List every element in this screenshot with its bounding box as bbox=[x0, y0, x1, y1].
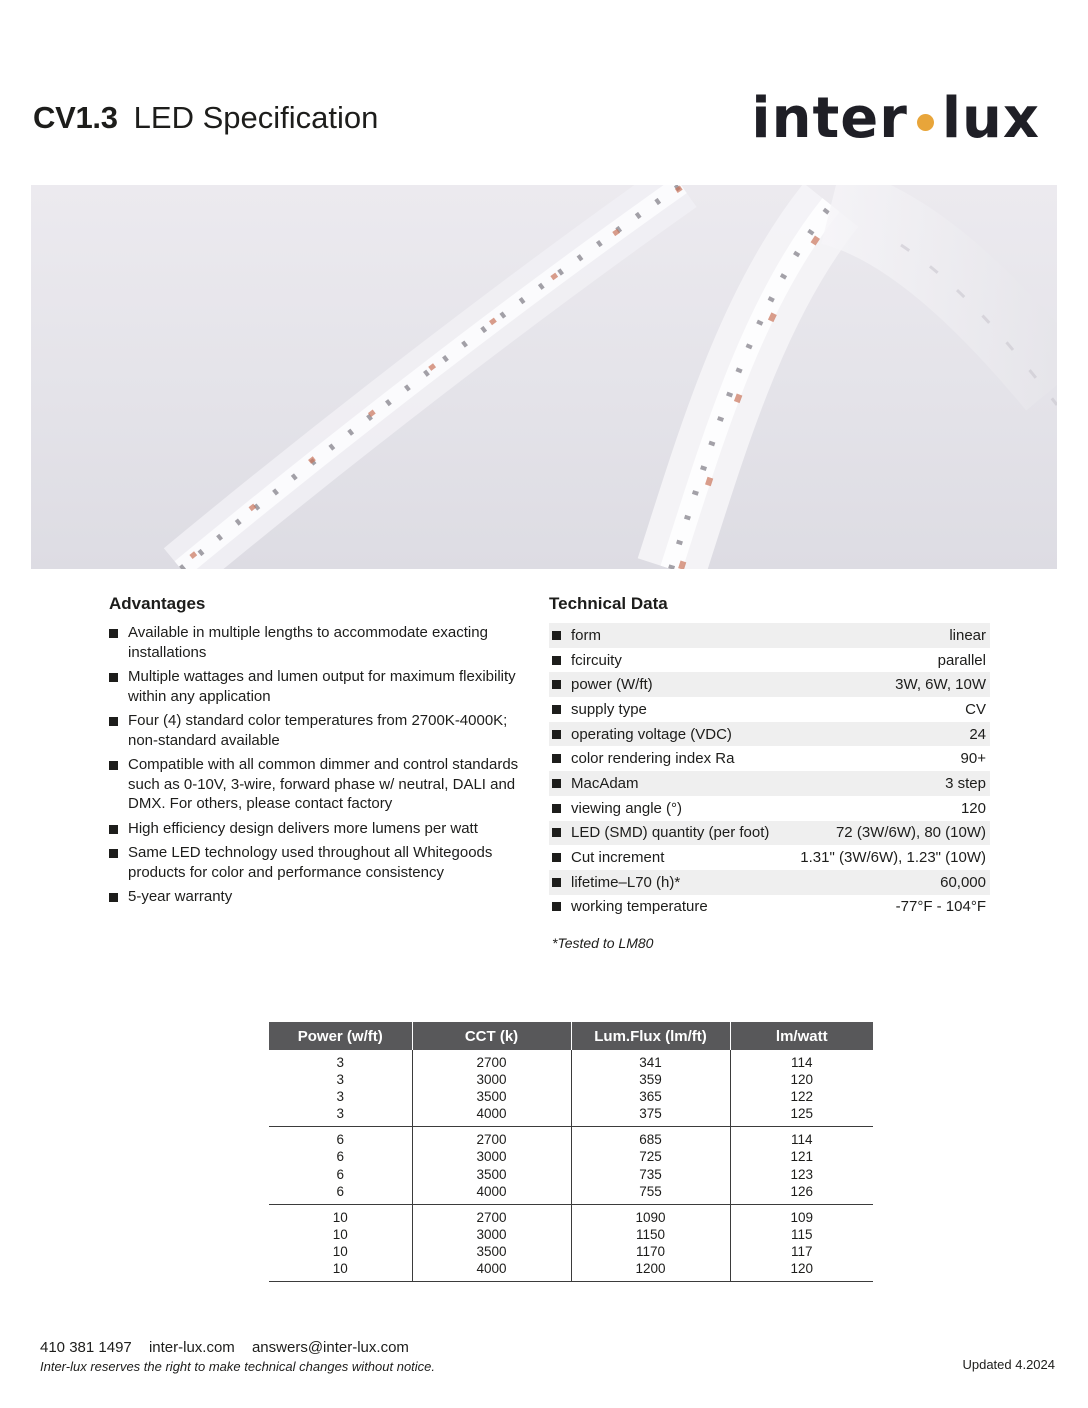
square-bullet-icon bbox=[109, 717, 118, 726]
spec-label: fcircuity bbox=[571, 651, 622, 669]
list-item-text: Available in multiple lengths to accommodate exacting installations bbox=[128, 624, 488, 661]
advantages-section bbox=[109, 594, 529, 912]
advantages-list bbox=[109, 623, 529, 907]
square-bullet-icon bbox=[109, 893, 118, 902]
spec-label: viewing angle (°) bbox=[571, 799, 683, 817]
table-header-row bbox=[269, 1022, 873, 1050]
list-item-text: Same LED technology used throughout all Whitegoods products for color and performance consistency bbox=[128, 844, 493, 881]
spec-row bbox=[549, 895, 990, 920]
spec-label: MacAdam bbox=[571, 774, 639, 792]
flux-cell: 685 725 735 755 bbox=[571, 1127, 730, 1204]
product-photo bbox=[31, 185, 1057, 569]
spec-label: operating voltage (VDC) bbox=[571, 725, 732, 743]
table-row bbox=[269, 1050, 873, 1127]
column-header-flux: Lum.Flux (lm/ft) bbox=[571, 1022, 730, 1050]
spec-value: CV bbox=[965, 700, 986, 718]
logo-text-right: lux bbox=[941, 86, 1040, 151]
spec-value: 1.31" (3W/6W), 1.23" (10W) bbox=[800, 849, 986, 867]
advantages-title: Advantages bbox=[109, 594, 206, 613]
square-bullet-icon bbox=[109, 825, 118, 834]
logo-text-left: inter bbox=[751, 86, 908, 151]
spec-row bbox=[549, 845, 990, 870]
efficacy-cell: 109 115 117 120 bbox=[730, 1204, 873, 1281]
power-cell: 6 6 6 6 bbox=[269, 1127, 412, 1204]
technical-data-section bbox=[549, 594, 990, 951]
spec-row bbox=[549, 722, 990, 747]
table-row bbox=[269, 1127, 873, 1204]
square-bullet-icon bbox=[552, 705, 561, 714]
spec-value: 24 bbox=[969, 725, 986, 743]
square-bullet-icon bbox=[552, 779, 561, 788]
list-item-text: Compatible with all common dimmer and control standards such as 0-10V, 3-wire, forward phase w/ neutral, DALI and DMX. For others, please contact factory bbox=[128, 756, 519, 812]
cct-cell: 2700 3000 3500 4000 bbox=[412, 1050, 571, 1127]
interlux-logo bbox=[751, 86, 1040, 151]
power-cell: 3 3 3 3 bbox=[269, 1050, 412, 1127]
phone-number: 410 381 1497 bbox=[40, 1339, 132, 1356]
list-item-text: Four (4) standard color temperatures from 2700K-4000K; non-standard available bbox=[128, 712, 508, 749]
spec-row bbox=[549, 746, 990, 771]
cct-cell: 2700 3000 3500 4000 bbox=[412, 1204, 571, 1281]
column-header-efficacy: lm/watt bbox=[730, 1022, 873, 1050]
square-bullet-icon bbox=[109, 849, 118, 858]
lumen-output-table bbox=[269, 1022, 873, 1282]
disclaimer-text: Inter-lux reserves the right to make technical changes without notice. bbox=[40, 1359, 436, 1374]
list-item-text: High efficiency design delivers more lumens per watt bbox=[128, 819, 478, 837]
square-bullet-icon bbox=[552, 878, 561, 887]
square-bullet-icon bbox=[552, 754, 561, 763]
email-link[interactable]: answers@inter-lux.com bbox=[251, 1339, 409, 1356]
contact-footer bbox=[40, 1339, 422, 1356]
square-bullet-icon bbox=[552, 680, 561, 689]
list-item-text: 5-year warranty bbox=[128, 888, 233, 905]
spec-value: 120 bbox=[960, 799, 986, 817]
spec-row bbox=[549, 771, 990, 796]
spec-label: power (W/ft) bbox=[571, 676, 653, 694]
list-item bbox=[109, 667, 529, 706]
list-item bbox=[109, 711, 529, 750]
spec-value: 3W, 6W, 10W bbox=[895, 676, 986, 694]
technical-data-title: Technical Data bbox=[549, 594, 668, 613]
spec-value: -77°F - 104°F bbox=[895, 898, 986, 916]
spec-value: 60,000 bbox=[940, 873, 986, 891]
spec-label: LED (SMD) quantity (per foot) bbox=[571, 824, 770, 842]
efficacy-cell: 114 121 123 126 bbox=[730, 1127, 873, 1204]
list-item bbox=[109, 755, 529, 814]
page-header bbox=[33, 100, 378, 144]
square-bullet-icon bbox=[109, 761, 118, 770]
document-title: LED Specification bbox=[133, 100, 379, 135]
cct-cell: 2700 3000 3500 4000 bbox=[412, 1127, 571, 1204]
list-item bbox=[109, 623, 529, 662]
table-row bbox=[269, 1204, 873, 1281]
logo-dot-icon bbox=[917, 114, 934, 131]
power-cell: 10 10 10 10 bbox=[269, 1204, 412, 1281]
spec-row bbox=[549, 870, 990, 895]
square-bullet-icon bbox=[109, 629, 118, 638]
efficacy-cell: 114 120 122 125 bbox=[730, 1050, 873, 1127]
spec-label: lifetime–L70 (h)* bbox=[571, 873, 681, 891]
technical-data-list bbox=[549, 623, 990, 919]
spec-row bbox=[549, 697, 990, 722]
spec-value: 72 (3W/6W), 80 (10W) bbox=[835, 824, 986, 842]
square-bullet-icon bbox=[552, 804, 561, 813]
list-item bbox=[109, 819, 529, 839]
updated-date: Updated 4.2024 bbox=[962, 1357, 1055, 1372]
list-item bbox=[109, 887, 529, 907]
spec-row bbox=[549, 796, 990, 821]
square-bullet-icon bbox=[552, 902, 561, 911]
square-bullet-icon bbox=[552, 631, 561, 640]
square-bullet-icon bbox=[109, 673, 118, 682]
spec-label: color rendering index Ra bbox=[571, 750, 735, 768]
website-link[interactable]: inter-lux.com bbox=[148, 1339, 235, 1356]
spec-row bbox=[549, 648, 990, 673]
flux-cell: 1090 1150 1170 1200 bbox=[571, 1204, 730, 1281]
spec-value: 90+ bbox=[960, 750, 986, 768]
spec-label: form bbox=[571, 626, 601, 644]
square-bullet-icon bbox=[552, 853, 561, 862]
flux-cell: 341 359 365 375 bbox=[571, 1050, 730, 1127]
product-model: CV1.3 bbox=[33, 100, 118, 135]
square-bullet-icon bbox=[552, 828, 561, 837]
square-bullet-icon bbox=[552, 730, 561, 739]
led-strip-image bbox=[31, 185, 1057, 569]
spec-label: working temperature bbox=[571, 898, 708, 916]
spec-row bbox=[549, 672, 990, 697]
spec-row bbox=[549, 623, 990, 648]
spec-label: Cut increment bbox=[571, 849, 665, 867]
footnote: *Tested to LM80 bbox=[552, 935, 654, 952]
spec-label: supply type bbox=[571, 700, 647, 718]
column-header-cct: CCT (k) bbox=[412, 1022, 571, 1050]
column-header-power: Power (w/ft) bbox=[269, 1022, 412, 1050]
spec-value: linear bbox=[949, 626, 986, 644]
spec-value: 3 step bbox=[945, 774, 986, 792]
spec-row bbox=[549, 821, 990, 846]
spec-value: parallel bbox=[937, 651, 986, 669]
list-item-text: Multiple wattages and lumen output for maximum flexibility within any application bbox=[128, 668, 516, 705]
list-item bbox=[109, 843, 529, 882]
square-bullet-icon bbox=[552, 656, 561, 665]
